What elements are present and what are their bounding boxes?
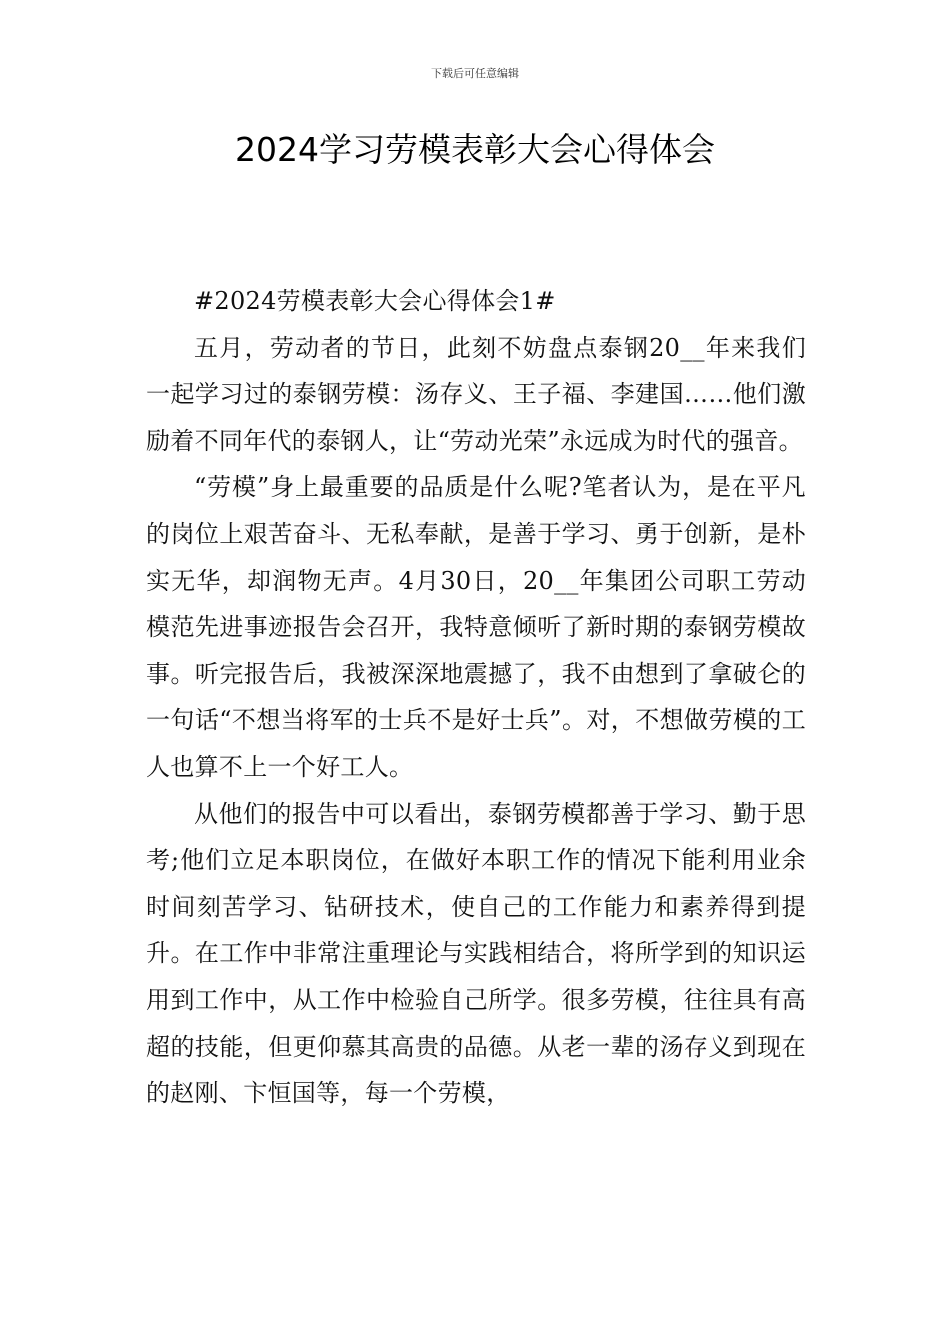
body-paragraph: “劳模”身上最重要的品质是什么呢?笔者认为，是在平凡的岗位上艰苦奋斗、无私奉献，是善于学习、勇于创新，是朴实无华，却润物无声。4月30日，20__年集团公司职工劳动模范先进事迹报告会召开，我特意倾听了新时期的泰钢劳模故事。听完报告后，我被深深地震撼了，我不由想到了拿破仑的一句话“不想当将军的士兵不是好士兵”。对，不想做劳模的工人也算不上一个好工人。 — [146, 473, 806, 781]
body-paragraph: 从他们的报告中可以看出，泰钢劳模都善于学习、勤于思考;他们立足本职岗位，在做好本职工作的情况下能利用业余时间刻苦学习、钻研技术，使自己的工作能力和素养得到提升。在工作中非常注重理论与实践相结合，将所学到的知识运用到工作中，从工作中检验自己所学。很多劳模，往往具有高超的技能，但更仰慕其高贵的品德。从老一辈的汤存义到现在的赵刚、卞恒国等，每一个劳模， — [146, 799, 806, 1108]
section-heading: #2024劳模表彰大会心得体会1# — [194, 287, 556, 315]
document-body — [146, 278, 806, 1117]
document-title: 2024学习劳模表彰大会心得体会 — [235, 130, 715, 169]
body-paragraph: 五月，劳动者的节日，此刻不妨盘点泰钢20__年来我们一起学习过的泰钢劳模：汤存义、王子福、李建国……他们激励着不同年代的泰钢人，让“劳动光荣”永远成为时代的强音。 — [146, 333, 806, 455]
header-note: 下载后可任意编辑 — [431, 67, 519, 80]
